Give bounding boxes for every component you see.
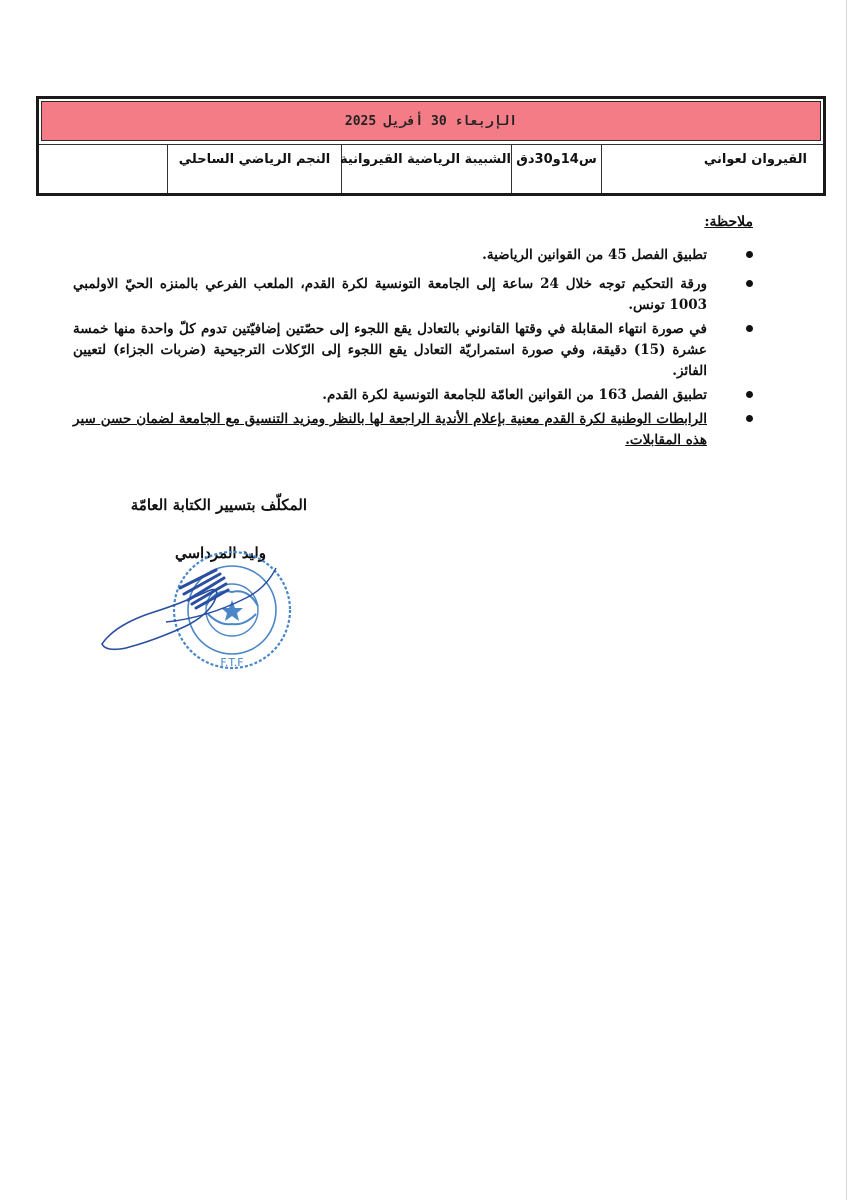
- notes-list: [73, 245, 753, 451]
- home-team-cell: الشبيبة الرياضية القيروانية: [341, 145, 511, 193]
- venue-cell: القيروان لعواني: [601, 145, 823, 193]
- notes-title: ملاحظة:: [704, 214, 753, 230]
- match-date-bar: [41, 101, 821, 141]
- signatory-title: المكلّف بتسيير الكتابة العامّة: [130, 496, 307, 514]
- time-cell: س14و30دق: [511, 145, 601, 193]
- notes-section: [73, 212, 753, 454]
- bullet-icon: [746, 415, 753, 422]
- official-stamp-icon: [96, 548, 316, 678]
- list-item: تطبيق الفصل 45 من القوانين الرياضية.: [73, 245, 753, 266]
- match-row: [39, 144, 823, 193]
- signatory-name: وليد المرداسي: [174, 544, 266, 562]
- match-date: الإربعاء 30 أفريل 2025: [344, 113, 518, 129]
- away-team-cell: النجم الرياضي الساحلي: [167, 145, 341, 193]
- bullet-icon: [746, 325, 753, 332]
- page-edge: [846, 0, 847, 1200]
- match-table: [36, 96, 826, 196]
- bullet-icon: [746, 251, 753, 258]
- extra-cell: [39, 145, 167, 193]
- list-item: في صورة انتهاء المقابلة في وقتها القانوني بالتعادل يقع اللجوء إلى حصّتين إضافيّتين تدوم كلّ واحدة منها خمسة عشرة (15) دقيقة، وفي صورة استمراريّة التعادل يقع اللجوء إلى الرّكلات الترجيحية (ضربات الجزاء) لتعيين الفائز.: [73, 319, 753, 382]
- list-item: الرابطات الوطنية لكرة القدم معنية بإعلام الأندية الراجعة لها بالنظر ومزيد التنسيق مع الجامعة لضمان حسن سير هذه المقابلات.: [73, 409, 753, 451]
- bullet-icon: [746, 391, 753, 398]
- stamp-text: F.T.F: [220, 656, 244, 669]
- list-item: ورقة التحكيم توجه خلال 24 ساعة إلى الجامعة التونسية لكرة القدم، الملعب الفرعي بالمنزه الحيّ الاولمبي 1003 تونس.: [73, 274, 753, 316]
- list-item: تطبيق الفصل 163 من القوانين العامّة للجامعة التونسية لكرة القدم.: [73, 385, 753, 406]
- bullet-icon: [746, 280, 753, 287]
- stamp-and-signature: [96, 548, 316, 678]
